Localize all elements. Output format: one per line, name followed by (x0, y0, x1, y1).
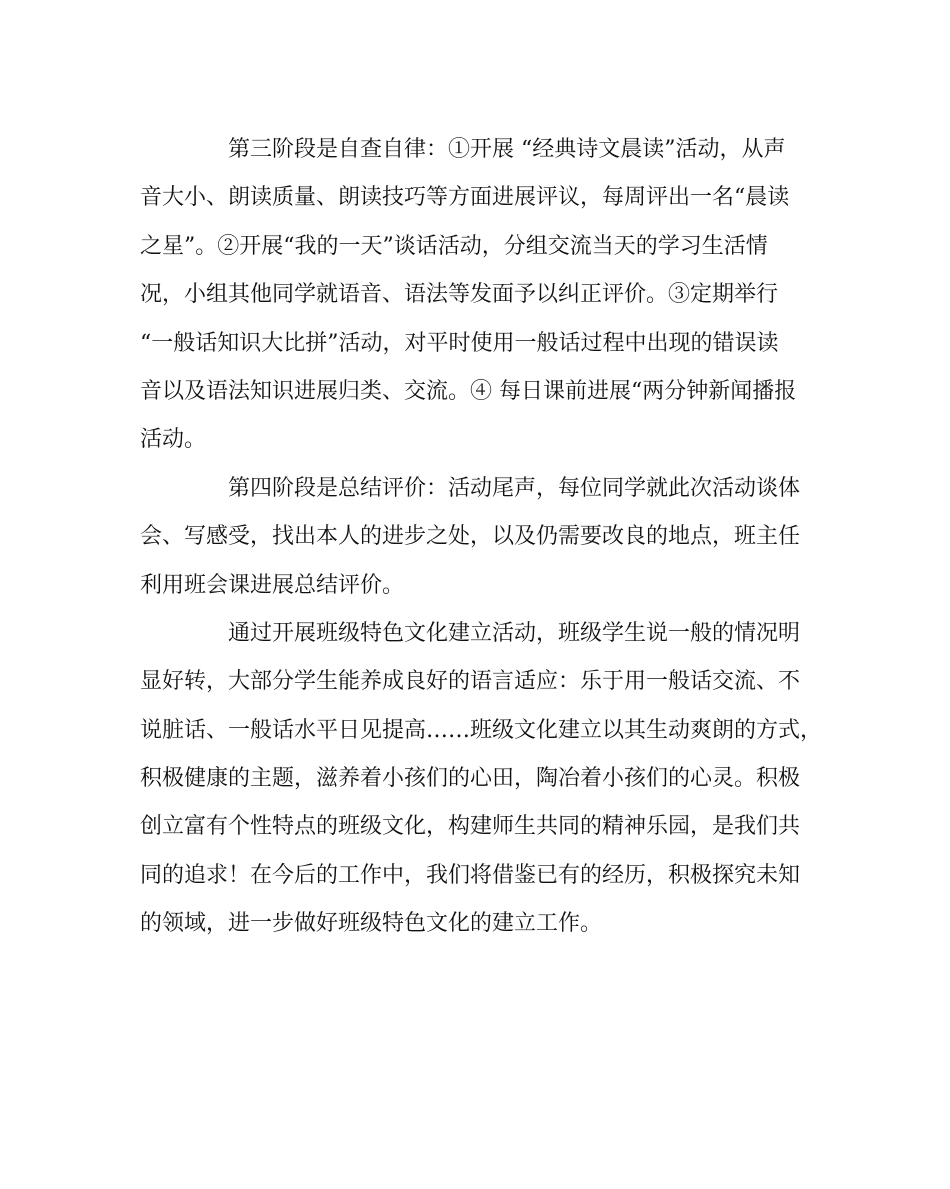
paragraph-line: 第四阶段是总结评价：活动尾声，每位同学就此次活动谈体 (228, 475, 801, 501)
paragraph-line: 同的追求！在今后的工作中，我们将借鉴已有的经历，积极探究未知 (140, 862, 801, 888)
paragraph-conclusion (140, 610, 823, 949)
paragraph-line: 活动。 (140, 427, 207, 453)
paragraph-line: 况，小组其他同学就语音、语法等发面予以纠正评价。③定期举行 (140, 282, 779, 308)
paragraph-line: 会、写感受，找出本人的进步之处，以及仍需要改良的地点，班主任 (140, 524, 801, 550)
paragraph-line: 显好转，大部分学生能养成良好的语言适应：乐于用一般话交流、不 (140, 669, 801, 695)
paragraph-stage-three (140, 126, 815, 465)
paragraph-line: 音大小、朗读质量、朗读技巧等方面进展评议，每周评出一名“晨读 (140, 185, 790, 211)
paragraph-line: 说脏话、一般话水平日见提高……班级文化建立以其生动爽朗的方式， (140, 717, 823, 743)
paragraph-stage-four (140, 465, 815, 610)
paragraph-line: 通过开展班级特色文化建立活动，班级学生说一般的情况明 (228, 620, 801, 646)
paragraph-line: 利用班会课进展总结评价。 (140, 572, 405, 598)
document-body (140, 126, 823, 949)
paragraph-line: 积极健康的主题，滋养着小孩们的心田，陶冶着小孩们的心灵。积极 (140, 766, 801, 792)
paragraph-line: “一般话知识大比拼”活动，对平时使用一般话过程中出现的错误读 (140, 330, 779, 356)
paragraph-line: 第三阶段是自查自律：①开展 “经典诗文晨读”活动，从声 (228, 137, 786, 162)
paragraph-line: 之星”。②开展“我的一天”谈话活动，分组交流当天的学习生活情 (140, 233, 768, 259)
paragraph-line: 创立富有个性特点的班级文化，构建师生共同的精神乐园，是我们共 (140, 814, 801, 840)
paragraph-line: 音以及语法知识进展归类、交流。④ 每日课前进展“两分钟新闻播报 (140, 378, 797, 404)
paragraph-line: 的领域，进一步做好班级特色文化的建立工作。 (140, 911, 603, 937)
